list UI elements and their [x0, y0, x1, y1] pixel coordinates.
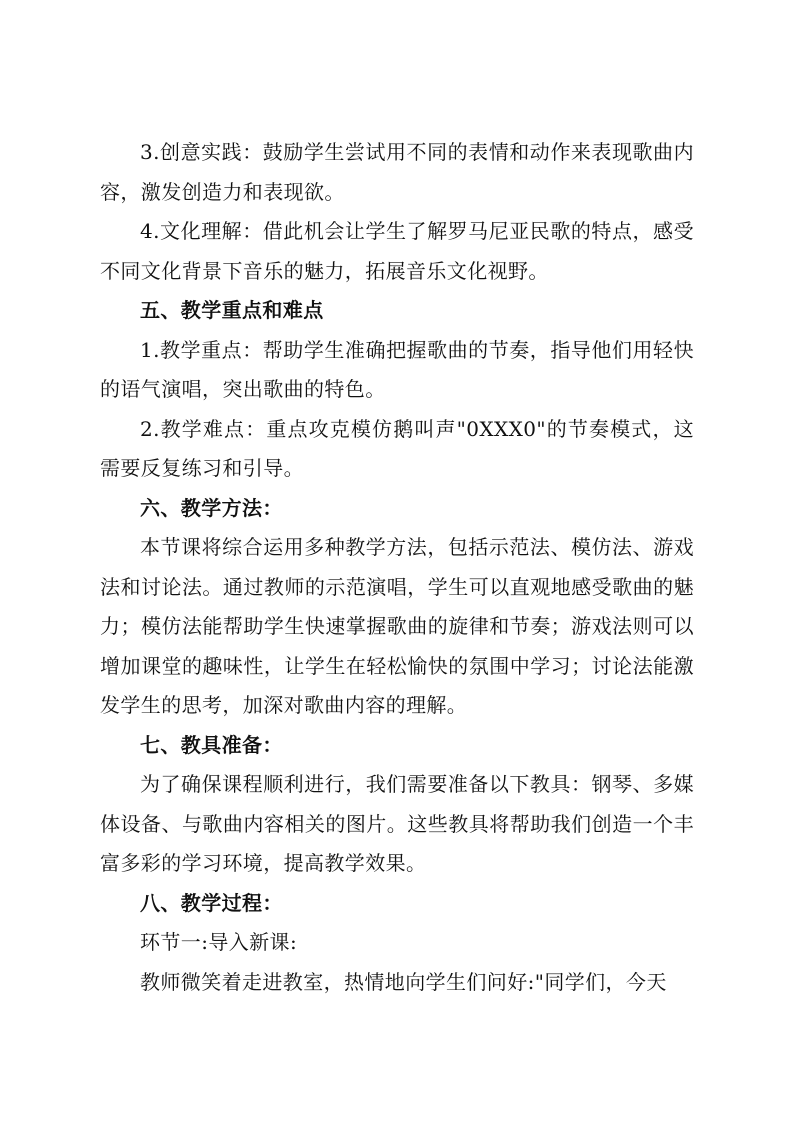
paragraph-teacher-greeting: 教师微笑着走进教室，热情地向学生们问好:"同学们，今天 — [140, 969, 667, 994]
section-heading-methods: 六、教学方法： — [140, 495, 283, 520]
section-heading-teaching-aids: 七、教具准备： — [140, 732, 283, 757]
paragraph-creative-practice: 3.创意实践：鼓励学生尝试用不同的表情和动作来表现歌曲内容，激发创造力和表现欲。 — [100, 140, 694, 204]
document-body — [100, 133, 694, 1002]
paragraph-cultural-understanding: 4.文化理解：借此机会让学生了解罗马尼亚民歌的特点，感受不同文化背景下音乐的魅力，拓展音乐文化视野。 — [100, 219, 694, 283]
paragraph-teaching-difficulty: 2.教学难点：重点攻克模仿鹅叫声"0XXX0"的节奏模式，这需要反复练习和引导。 — [100, 416, 694, 480]
section-heading-key-points: 五、教学重点和难点 — [140, 298, 324, 322]
section-heading-process: 八、教学过程： — [140, 890, 283, 915]
paragraph-teaching-focus: 1.教学重点：帮助学生准确把握歌曲的节奏，指导他们用轻快的语气演唱，突出歌曲的特色。 — [100, 337, 694, 401]
paragraph-methods: 本节课将综合运用多种教学方法，包括示范法、模仿法、游戏法和讨论法。通过教师的示范演唱，学生可以直观地感受歌曲的魅力；模仿法能帮助学生快速掌握歌曲的旋律和节奏；游戏法则可以增加课堂的趣味性，让学生在轻松愉快的氛围中学习；讨论法能激发学生的思考，加深对歌曲内容的理解。 — [100, 535, 694, 717]
paragraph-step-one: 环节一:导入新课: — [140, 930, 298, 954]
paragraph-teaching-aids: 为了确保课程顺利进行，我们需要准备以下教具：钢琴、多媒体设备、与歌曲内容相关的图片。这些教具将帮助我们创造一个丰富多彩的学习环境，提高教学效果。 — [100, 772, 694, 875]
